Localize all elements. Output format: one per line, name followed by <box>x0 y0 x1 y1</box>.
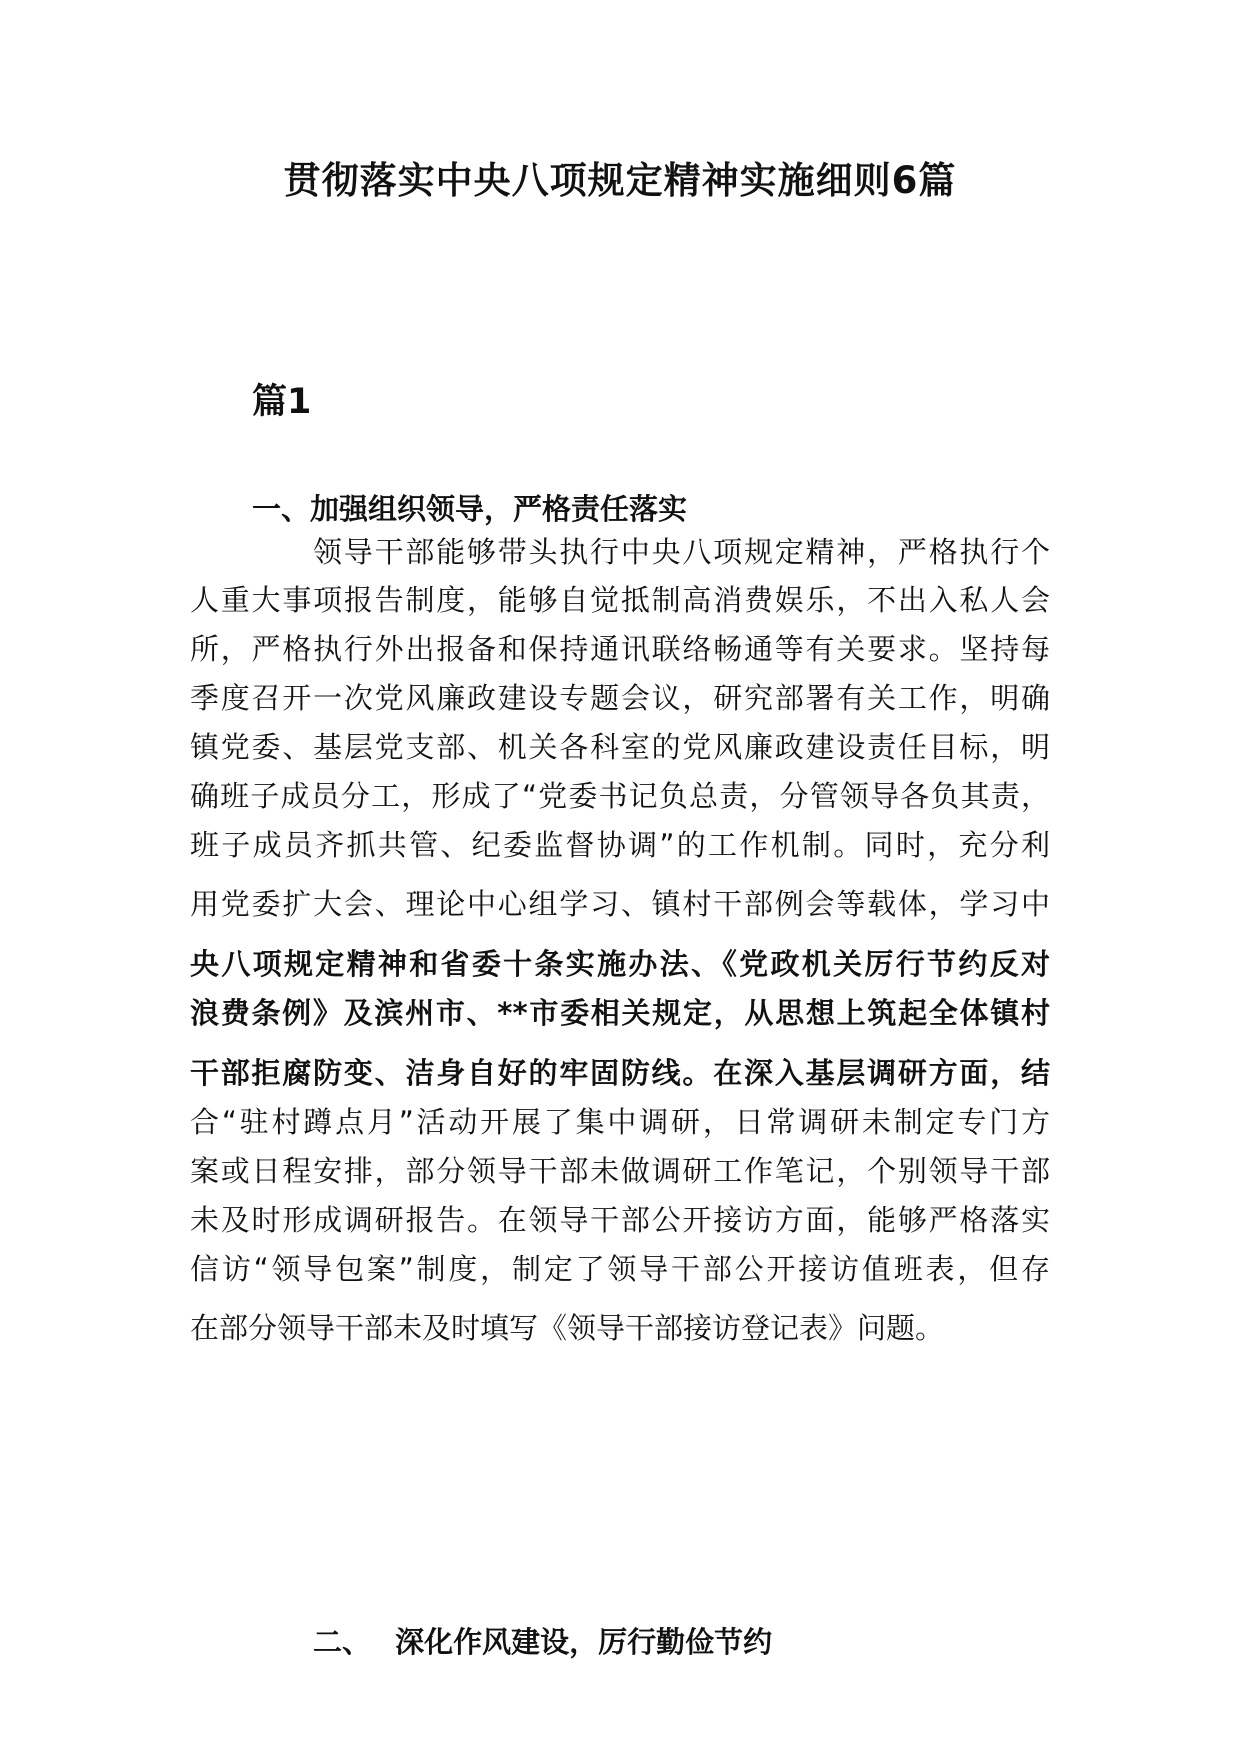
section-heading-2: 二、 深化作风建设，厉行勤俭节约 <box>313 1625 773 1659</box>
paragraph-line: 在部分领导干部未及时填写《领导干部接访登记表》问题。 <box>190 1311 945 1345</box>
paragraph-line: 人重大事项报告制度，能够自觉抵制高消费娱乐，不出入私人会 <box>190 583 1050 617</box>
paragraph-line: 季度召开一次党风廉政建设专题会议，研究部署有关工作，明确 <box>190 681 1050 715</box>
paragraph-line: 浪费条例》及滨州市、**市委相关规定，从思想上筑起全体镇村 <box>190 996 1050 1030</box>
paragraph-line: 案或日程安排，部分领导干部未做调研工作笔记，个别领导干部 <box>190 1154 1050 1188</box>
paragraph-line: 确班子成员分工，形成了“党委书记负总责，分管领导各负其责， <box>190 779 1050 813</box>
paragraph-line: 干部拒腐防变、洁身自好的牢固防线。在深入基层调研方面，结 <box>190 1056 1050 1090</box>
paragraph-line: 信访“领导包案”制度，制定了领导干部公开接访值班表，但存 <box>190 1252 1050 1286</box>
part-heading: 篇1 <box>252 382 312 422</box>
paragraph-line: 所，严格执行外出报备和保持通讯联络畅通等有关要求。坚持每 <box>190 632 1050 666</box>
paragraph-line: 班子成员齐抓共管、纪委监督协调”的工作机制。同时，充分利 <box>190 828 1050 862</box>
document-title: 贯彻落实中央八项规定精神实施细则6篇 <box>283 159 957 202</box>
paragraph-line: 用党委扩大会、理论中心组学习、镇村干部例会等载体，学习中 <box>190 887 1050 921</box>
paragraph-line: 未及时形成调研报告。在领导干部公开接访方面，能够严格落实 <box>190 1203 1050 1237</box>
section-heading-1: 一、加强组织领导，严格责任落实 <box>252 492 688 526</box>
paragraph-line: 镇党委、基层党支部、机关各科室的党风廉政建设责任目标，明 <box>190 730 1050 764</box>
paragraph-line: 央八项规定精神和省委十条实施办法、《党政机关厉行节约反对 <box>190 947 1050 981</box>
paragraph-line: 领导干部能够带头执行中央八项规定精神，严格执行个 <box>313 535 1050 569</box>
paragraph-line: 合“驻村蹲点月”活动开展了集中调研，日常调研未制定专门方 <box>190 1105 1050 1139</box>
